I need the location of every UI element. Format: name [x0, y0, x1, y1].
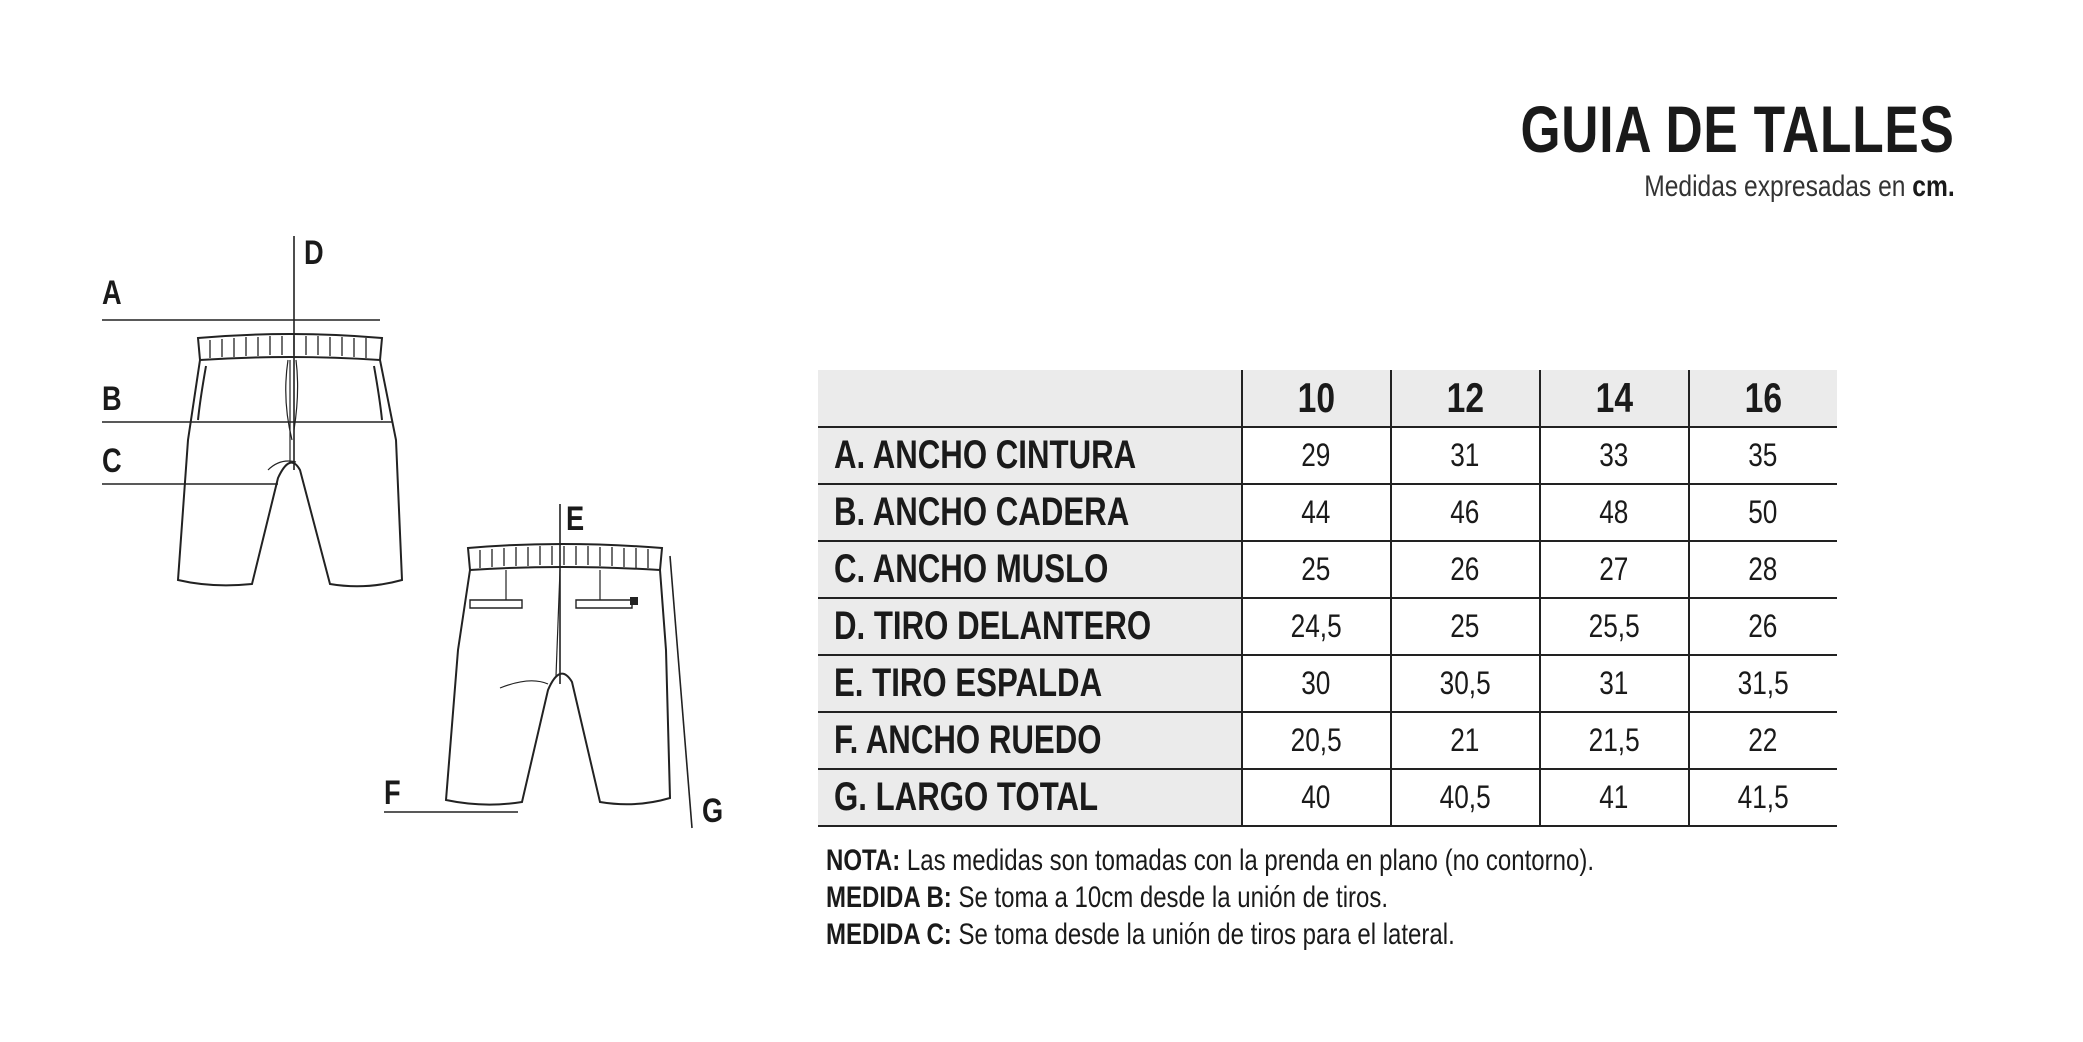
label-b: B [102, 380, 122, 418]
cell-value: 25,5 [1540, 598, 1689, 655]
label-d: D [304, 234, 324, 272]
size-header: 12 [1391, 370, 1540, 427]
note-line: MEDIDA C: Se toma desde la unión de tiros para el lateral. [826, 918, 1455, 951]
cell-value: 28 [1689, 541, 1837, 598]
cell-value: 26 [1689, 598, 1837, 655]
cell-value: 46 [1391, 484, 1540, 541]
table-row [818, 484, 1837, 541]
cell-value: 31 [1391, 427, 1540, 484]
label-e: E [566, 500, 585, 538]
cell-value: 21,5 [1540, 712, 1689, 769]
cell-value: 35 [1689, 427, 1837, 484]
cell-value: 26 [1391, 541, 1540, 598]
row-label: D. TIRO DELANTERO [818, 598, 1242, 655]
cell-value: 29 [1242, 427, 1391, 484]
label-c: C [102, 442, 122, 480]
cell-value: 20,5 [1242, 712, 1391, 769]
header-corner [818, 370, 1242, 427]
label-f: F [384, 774, 401, 812]
row-label: C. ANCHO MUSLO [818, 541, 1242, 598]
size-table [818, 370, 1837, 827]
size-header: 16 [1689, 370, 1837, 427]
cell-value: 40 [1242, 769, 1391, 826]
front-view-shorts [178, 334, 402, 586]
subtitle-unit: cm. [1912, 170, 1955, 203]
title-block [1398, 92, 1955, 204]
cell-value: 24,5 [1242, 598, 1391, 655]
cell-value: 22 [1689, 712, 1837, 769]
note-line: MEDIDA B: Se toma a 10cm desde la unión de tiros. [826, 881, 1389, 914]
note-line: NOTA: Las medidas son tomadas con la prenda en plano (no contorno). [826, 844, 1594, 877]
cell-value: 41,5 [1689, 769, 1837, 826]
back-view-shorts [446, 544, 670, 805]
cell-value: 25 [1391, 598, 1540, 655]
cell-value: 48 [1540, 484, 1689, 541]
cell-value: 30 [1242, 655, 1391, 712]
page-subtitle [1499, 170, 1955, 204]
table-row [818, 598, 1837, 655]
table-row [818, 541, 1837, 598]
cell-value: 25 [1242, 541, 1391, 598]
measure-line-g [670, 556, 692, 828]
cell-value: 50 [1689, 484, 1837, 541]
cell-value: 41 [1540, 769, 1689, 826]
row-label: E. TIRO ESPALDA [818, 655, 1242, 712]
size-header-row [818, 370, 1837, 427]
size-header: 10 [1242, 370, 1391, 427]
cell-value: 44 [1242, 484, 1391, 541]
notes-block [826, 842, 1786, 953]
shorts-technical-drawing [0, 0, 760, 860]
cell-value: 33 [1540, 427, 1689, 484]
row-label: G. LARGO TOTAL [818, 769, 1242, 826]
cell-value: 30,5 [1391, 655, 1540, 712]
cell-value: 40,5 [1391, 769, 1540, 826]
table-row [818, 712, 1837, 769]
cell-value: 31,5 [1689, 655, 1837, 712]
cell-value: 21 [1391, 712, 1540, 769]
table-row [818, 655, 1837, 712]
row-label: B. ANCHO CADERA [818, 484, 1242, 541]
subtitle-text: Medidas expresadas en [1644, 170, 1906, 203]
row-label: A. ANCHO CINTURA [818, 427, 1242, 484]
page-title: GUIA DE TALLES [1520, 92, 1955, 166]
table-row [818, 427, 1837, 484]
cell-value: 27 [1540, 541, 1689, 598]
label-a: A [102, 274, 122, 312]
table-row [818, 769, 1837, 826]
cell-value: 31 [1540, 655, 1689, 712]
row-label: F. ANCHO RUEDO [818, 712, 1242, 769]
size-header: 14 [1540, 370, 1689, 427]
label-g: G [702, 792, 724, 830]
